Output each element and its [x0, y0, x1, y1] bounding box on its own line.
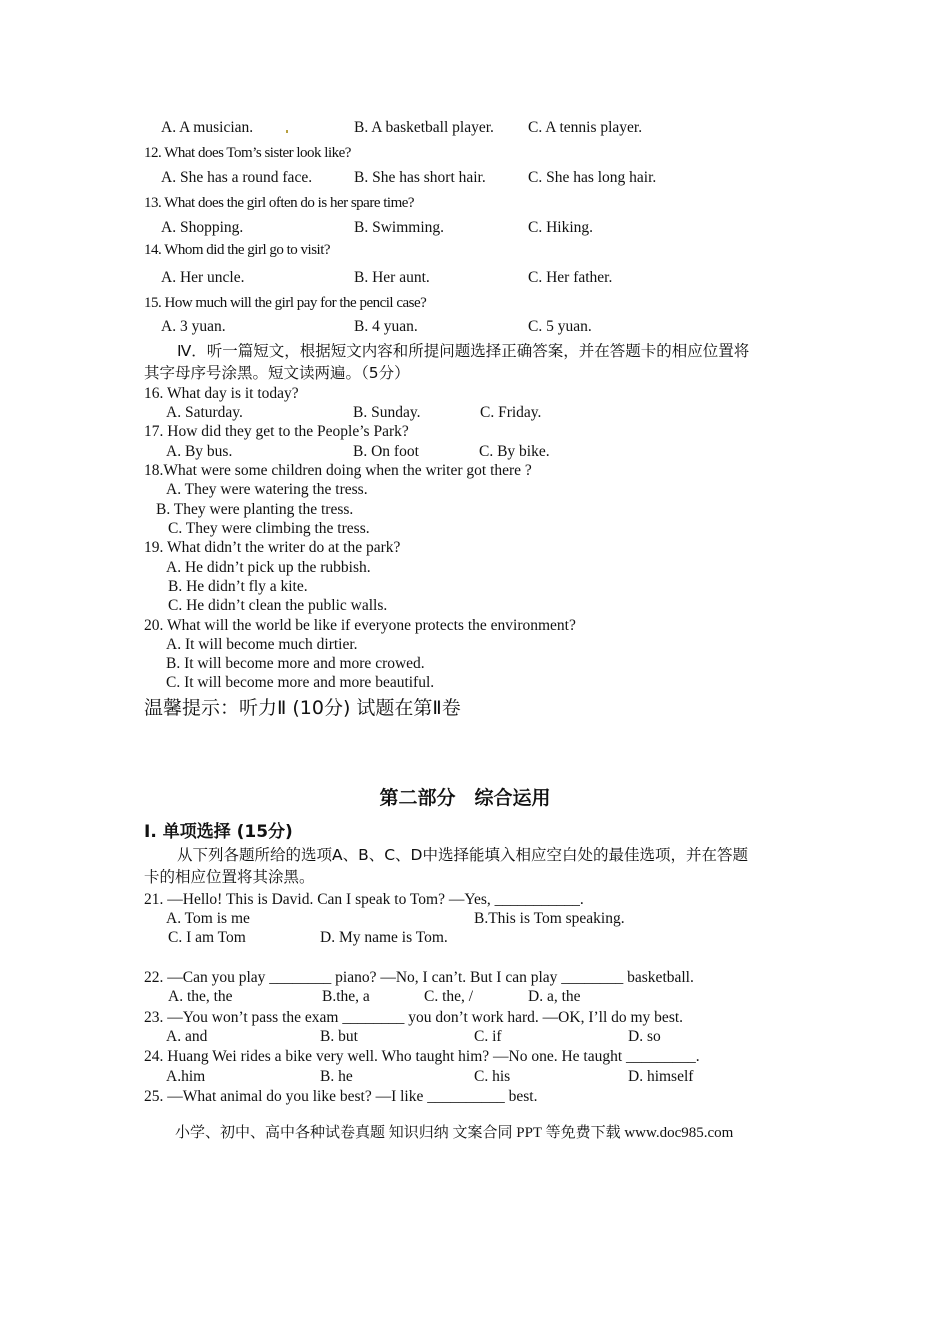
q18-option-c: C. They were climbing the tress.: [168, 520, 370, 537]
question-24: 24. Huang Wei rides a bike very well. Who taught him? —No one. He taught _________.: [144, 1048, 700, 1065]
q23-option-a: A. and: [166, 1028, 208, 1045]
q11-option-a: A. A musician.: [161, 119, 254, 136]
question-19: 19. What didn’t the writer do at the park?: [144, 539, 401, 556]
question-14: 14. Whom did the girl go to visit?: [144, 242, 331, 258]
q24-option-c: C. his: [474, 1068, 511, 1085]
q11-option-c: C. A tennis player.: [528, 119, 643, 136]
section-4-instruction: Ⅳ．听一篇短文，根据短文内容和所提问题选择正确答案，并在答题卡的相应位置将: [177, 342, 750, 360]
question-17: 17. How did they get to the People’s Park?: [144, 423, 409, 440]
q21-option-b: B.This is Tom speaking.: [474, 910, 625, 927]
question-21: 21. —Hello! This is David. Can I speak to Tom? —Yes, ___________.: [144, 891, 584, 908]
q16-option-b: B. Sunday.: [353, 404, 421, 421]
section-1-instruction-cont: 卡的相应位置将其涂黑。: [144, 868, 315, 886]
q20-option-b: B. It will become more and more crowed.: [166, 655, 425, 672]
q23-option-c: C. if: [474, 1028, 502, 1045]
q19-option-c: C. He didn’t clean the public walls.: [168, 597, 388, 614]
q17-option-c: C. By bike.: [479, 443, 550, 460]
q24-option-d: D. himself: [628, 1068, 694, 1085]
section-1-instruction: 从下列各题所给的选项A、B、C、D中选择能填入相应空白处的最佳选项，并在答题: [177, 846, 748, 864]
q16-option-a: A. Saturday.: [166, 404, 243, 421]
section-1-title: I. 单项选择 (15分): [144, 822, 293, 842]
q21-option-c: C. I am Tom: [168, 929, 246, 946]
question-16: 16. What day is it today?: [144, 385, 299, 402]
q13-option-a: A. Shopping.: [161, 219, 244, 236]
q15-option-c: C. 5 yuan.: [528, 318, 592, 335]
q22-option-b: B.the, a: [322, 988, 370, 1005]
q12-option-b: B. She has short hair.: [354, 169, 486, 186]
q20-option-c: C. It will become more and more beautiful.: [166, 674, 435, 691]
q22-option-a: A. the, the: [168, 988, 233, 1005]
q18-option-b: B. They were planting the tress.: [156, 501, 354, 518]
q21-option-d: D. My name is Tom.: [320, 929, 448, 946]
listening-tip: 温馨提示：听力Ⅱ (10分) 试题在第Ⅱ卷: [144, 697, 461, 719]
q15-option-b: B. 4 yuan.: [354, 318, 418, 335]
question-13: 13. What does the girl often do is her spare time?: [144, 195, 415, 211]
question-18: 18.What were some children doing when the writer got there ?: [144, 462, 532, 479]
q19-option-a: A. He didn’t pick up the rubbish.: [166, 559, 371, 576]
q17-option-b: B. On foot: [353, 443, 419, 460]
q11-option-b: B. A basketball player.: [354, 119, 494, 136]
question-23: 23. —You won’t pass the exam ________ you don’t work hard. —OK, I’ll do my best.: [144, 1009, 684, 1026]
q19-option-b: B. He didn’t fly a kite.: [168, 578, 308, 595]
q14-option-c: C. Her father.: [528, 269, 613, 286]
q23-option-d: D. so: [628, 1028, 661, 1045]
q20-option-a: A. It will become much dirtier.: [166, 636, 358, 653]
page-footer: 小学、初中、高中各种试卷真题 知识归纳 文案合同 PPT 等免费下载 www.doc985.com: [175, 1125, 734, 1141]
q18-option-a: A. They were watering the tress.: [166, 481, 368, 498]
q14-option-a: A. Her uncle.: [161, 269, 245, 286]
q12-option-c: C. She has long hair.: [528, 169, 657, 186]
q21-option-a: A. Tom is me: [166, 910, 250, 927]
q14-option-b: B. Her aunt.: [354, 269, 430, 286]
q15-option-a: A. 3 yuan.: [161, 318, 226, 335]
q16-option-c: C. Friday.: [480, 404, 542, 421]
question-20: 20. What will the world be like if everyone protects the environment?: [144, 617, 576, 634]
q24-option-a: A.him: [166, 1068, 206, 1085]
scan-speck: [286, 130, 288, 133]
q23-option-b: B. but: [320, 1028, 358, 1045]
question-15: 15. How much will the girl pay for the pencil case?: [144, 295, 427, 311]
section-4-instruction-cont: 其字母序号涂黑。短文读两遍。（5分）: [144, 364, 410, 382]
q22-option-c: C. the, /: [424, 988, 474, 1005]
q13-option-b: B. Swimming.: [354, 219, 445, 236]
q12-option-a: A. She has a round face.: [161, 169, 313, 186]
question-25: 25. —What animal do you like best? —I like __________ best.: [144, 1088, 538, 1105]
q13-option-c: C. Hiking.: [528, 219, 594, 236]
part-two-title: 第二部分 综合运用: [379, 787, 551, 809]
question-12: 12. What does Tom’s sister look like?: [144, 145, 351, 161]
q22-option-d: D. a, the: [528, 988, 581, 1005]
question-22: 22. —Can you play ________ piano? —No, I can’t. But I can play ________ basketball.: [144, 969, 694, 986]
q17-option-a: A. By bus.: [166, 443, 233, 460]
q24-option-b: B. he: [320, 1068, 353, 1085]
